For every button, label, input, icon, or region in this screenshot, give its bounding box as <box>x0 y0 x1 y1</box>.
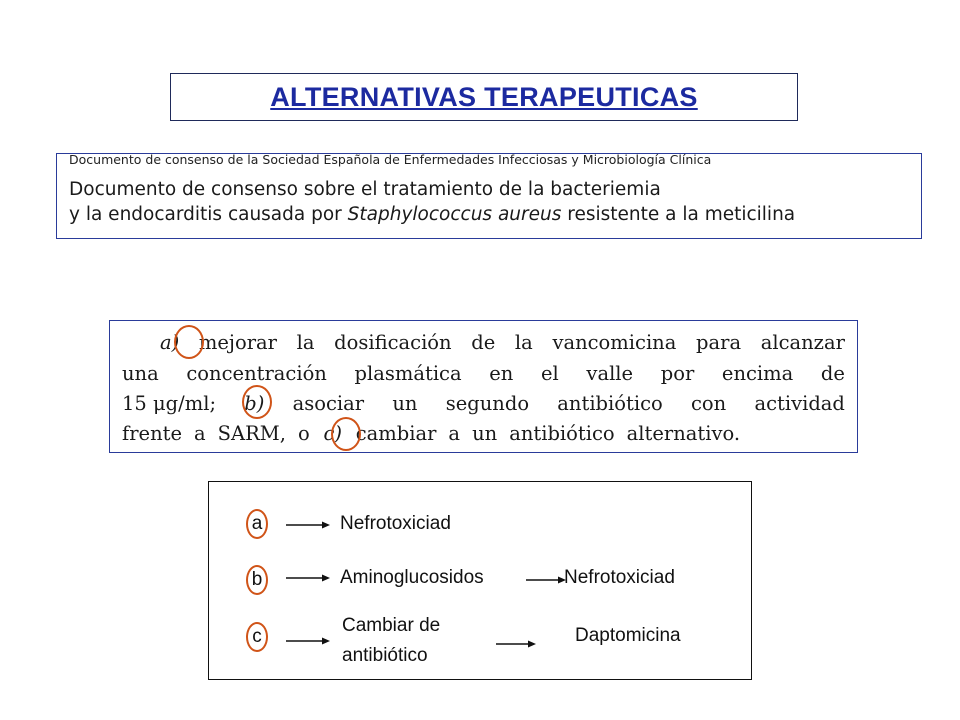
legend-b-item-2: Nefrotoxiciad <box>564 567 675 588</box>
legend-a-item-1: Nefrotoxiciad <box>340 513 451 534</box>
title-line2-before: y la endocarditis causada por <box>69 204 348 225</box>
excerpt-word: en <box>489 361 514 385</box>
highlight-oval-b <box>242 385 272 419</box>
excerpt-word: plasmática <box>354 361 462 385</box>
document-title <box>69 177 795 227</box>
legend-c-item-1: Cambiar de <box>342 615 441 636</box>
excerpt-word: una <box>122 361 159 385</box>
title-box <box>170 73 798 121</box>
excerpt-word: o <box>297 421 310 445</box>
excerpt-word: alternativo. <box>626 421 741 445</box>
excerpt-word: c) <box>323 421 342 445</box>
excerpt-word: con <box>690 391 727 415</box>
excerpt-word: SARM, <box>217 421 286 445</box>
page-title: ALTERNATIVAS TERAPEUTICAS <box>270 81 698 112</box>
excerpt-word: mejorar <box>198 330 277 354</box>
legend-letter-c: c <box>246 622 268 652</box>
excerpt-word: el <box>541 361 559 385</box>
excerpt-word: la <box>514 330 533 354</box>
excerpt-word: dosificación <box>334 330 452 354</box>
excerpt-word: antibiótico <box>509 421 615 445</box>
excerpt-word: de <box>471 330 496 354</box>
excerpt-box <box>109 320 858 453</box>
arrow-icon <box>286 520 330 530</box>
document-title-line2 <box>69 202 795 227</box>
excerpt-word: por <box>660 361 695 385</box>
legend-c-item-2: antibiótico <box>342 645 428 666</box>
document-header <box>56 153 922 239</box>
legend-letter-a: a <box>246 509 268 539</box>
title-line2-after: resistente a la meticilina <box>561 204 796 225</box>
excerpt-word: valle <box>586 361 634 385</box>
excerpt-line-1 <box>160 327 845 357</box>
arrow-icon <box>286 573 330 583</box>
excerpt-word: un <box>472 421 498 445</box>
journal-line: Documento de consenso de la Sociedad Española de Enfermedades Infecciosas y Microbiología Clínica <box>69 153 712 167</box>
title-line2-italic: Staphylococcus aureus <box>347 204 562 225</box>
excerpt-word: concentración <box>186 361 327 385</box>
excerpt-word: para <box>696 330 742 354</box>
excerpt-line-4 <box>122 418 845 448</box>
excerpt-word: cambiar <box>355 421 437 445</box>
document-title-line1: Documento de consenso sobre el tratamiento de la bacteriemia <box>69 179 661 200</box>
excerpt-word: encima <box>721 361 794 385</box>
excerpt-line-3 <box>122 388 845 418</box>
excerpt-word: actividad <box>754 391 845 415</box>
excerpt-word: la <box>296 330 315 354</box>
excerpt-word: a <box>194 421 206 445</box>
excerpt-word: a <box>448 421 461 445</box>
excerpt-line-2 <box>122 358 845 388</box>
highlight-oval-a <box>174 325 204 359</box>
legend-b-item-1: Aminoglucosidos <box>340 567 484 588</box>
legend-letter-b: b <box>246 565 268 595</box>
legend-c-item-3: Daptomicina <box>575 625 681 646</box>
excerpt-word: segundo <box>445 391 530 415</box>
excerpt-word: 15 μg/ml; <box>122 391 217 415</box>
arrow-icon <box>286 636 330 646</box>
highlight-oval-c <box>331 417 361 451</box>
excerpt-word: antibiótico <box>557 391 663 415</box>
excerpt-word: frente <box>122 421 183 445</box>
excerpt-word: de <box>820 361 845 385</box>
arrow-icon <box>526 575 566 585</box>
excerpt-word: alcanzar <box>760 330 845 354</box>
excerpt-word: vancomicina <box>552 330 677 354</box>
legend-box <box>208 481 752 680</box>
excerpt-word: un <box>392 391 418 415</box>
excerpt-word: asociar <box>292 391 365 415</box>
excerpt-word: a) <box>160 330 180 354</box>
arrow-icon <box>496 639 536 649</box>
excerpt-word: b) <box>244 391 265 415</box>
